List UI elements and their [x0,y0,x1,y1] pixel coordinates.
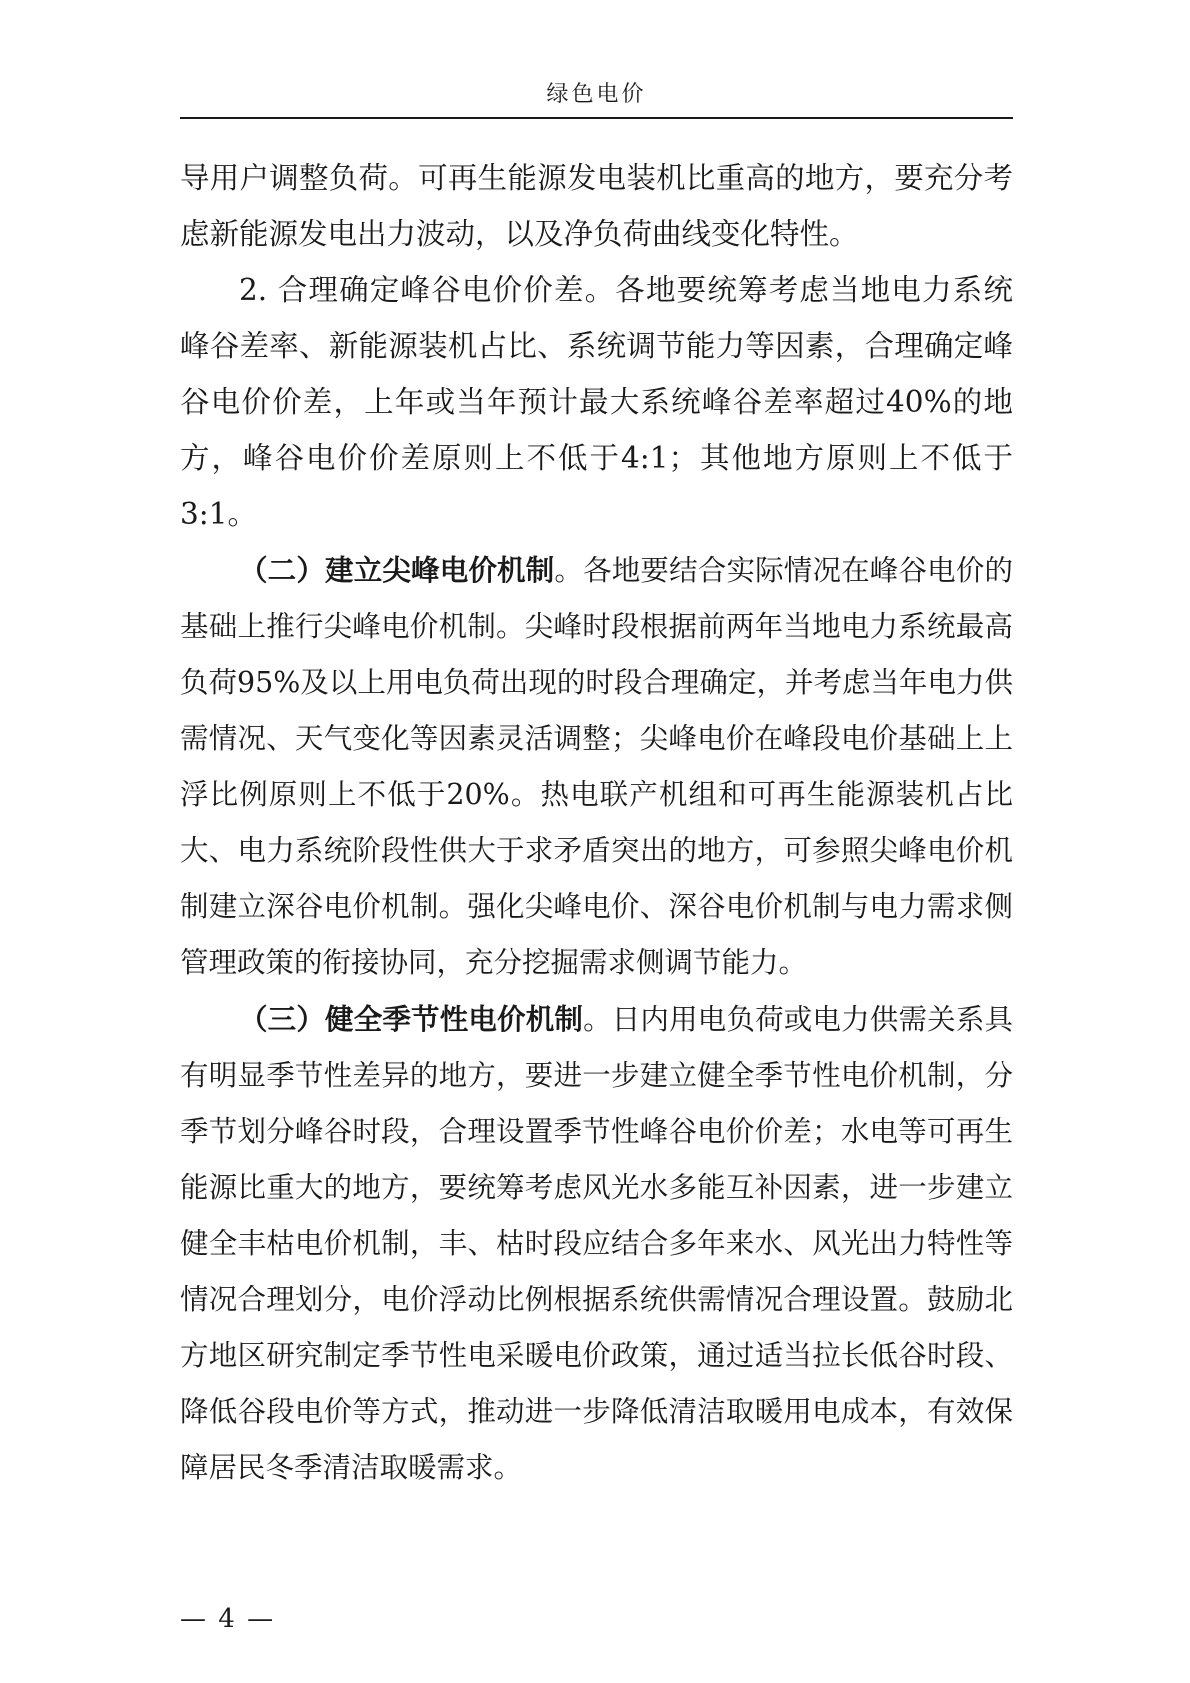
paragraph-peak-valley-spread: 2. 合理确定峰谷电价价差。各地要统筹考虑当地电力系统峰谷差率、新能源装机占比、系统调节能力等因素，合理确定峰谷电价价差，上年或当年预计最大系统峰谷差率超过40%的地方，峰谷电价价差原则上不低于4:1；其他地方原则上不低于3:1。 [180,273,1013,531]
running-header: 绿色电价 [546,82,647,107]
section-heading-seasonal-pricing: （三）健全季节性电价机制 [239,1002,584,1036]
paragraph-seasonal-pricing [180,991,1013,1496]
document-body [180,150,1013,1496]
header-divider [180,117,1013,119]
paragraph-critical-peak [180,542,1013,991]
section-heading-critical-peak: （二）建立尖峰电价机制 [239,553,555,587]
paragraph-body-critical-peak: 。各地要结合实际情况在峰谷电价的基础上推行尖峰电价机制。尖峰时段根据前两年当地电力系统最高负荷95%及以上用电负荷出现的时段合理确定，并考虑当年电力供需情况、天气变化等因素灵活调整；尖峰电价在峰段电价基础上上浮比例原则上不低于20%。热电联产机组和可再生能源装机占比大、电力系统阶段性供大于求矛盾突出的地方，可参照尖峰电价机制建立深谷电价机制。强化尖峰电价、深谷电价机制与电力需求侧管理政策的衔接协同，充分挖掘需求侧调节能力。 [180,554,1013,979]
page-number: — 4 — [180,1604,276,1634]
paragraph-continuation: 导用户调整负荷。可再生能源发电装机比重高的地方，要充分考虑新能源发电出力波动，以及净负荷曲线变化特性。 [180,161,1013,251]
paragraph-body-seasonal-pricing: 。日内用电负荷或电力供需关系具有明显季节性差异的地方，要进一步建立健全季节性电价机制，分季节划分峰谷时段，合理设置季节性峰谷电价价差；水电等可再生能源比重大的地方，要统筹考虑风光水多能互补因素，进一步建立健全丰枯电价机制，丰、枯时段应结合多年来水、风光出力特性等情况合理划分，电价浮动比例根据系统供需情况合理设置。鼓励北方地区研究制定季节性电采暖电价政策，通过适当拉长低谷时段、降低谷段电价等方式，推动进一步降低清洁取暖用电成本，有效保障居民冬季清洁取暖需求。 [180,1003,1013,1484]
